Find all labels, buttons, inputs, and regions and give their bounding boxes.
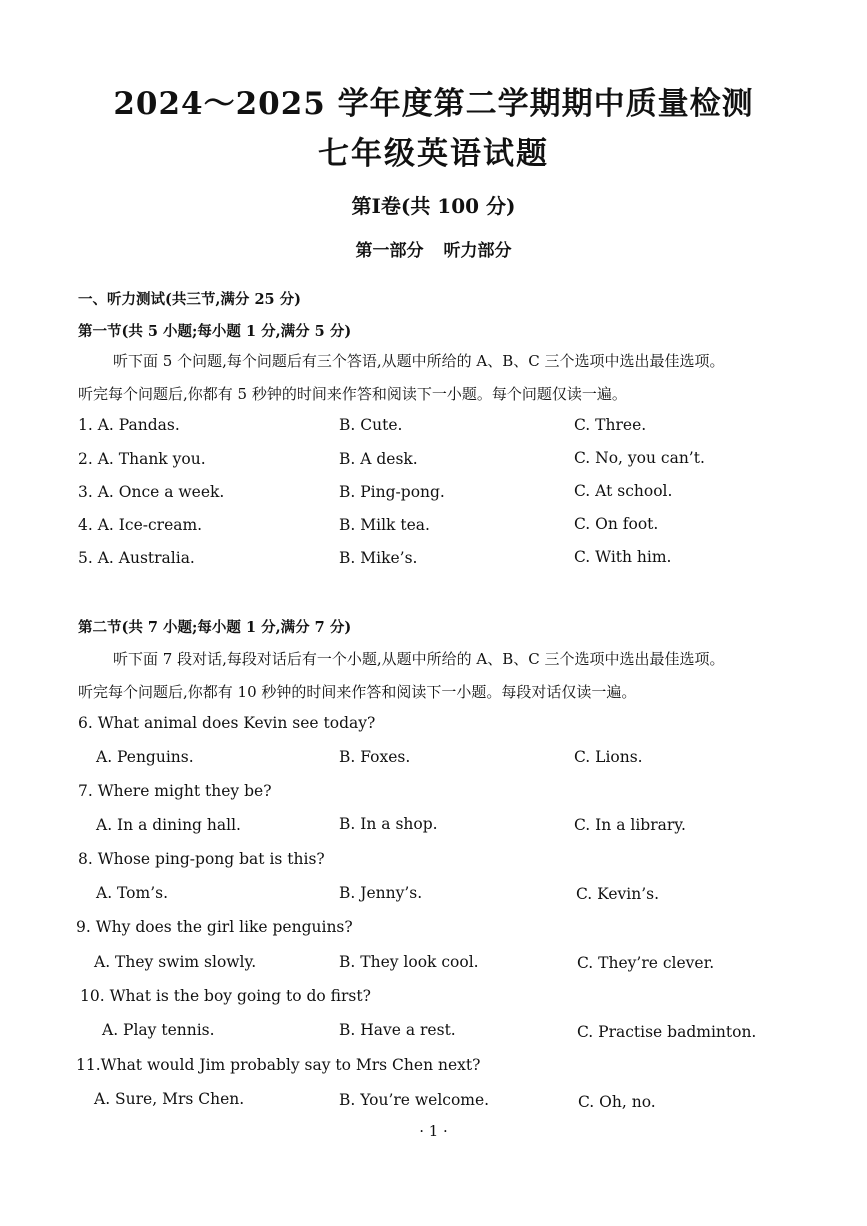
- page-number: · 1 ·: [419, 1122, 448, 1140]
- question-text: 7. Where might they be?: [78, 782, 272, 800]
- section1-instruction: 听下面 5 个问题,每个问题后有三个答语,从题中所给的 A、B、C 三个选项中选出最佳选项。: [113, 352, 725, 370]
- option-a: 1. A. Pandas.: [78, 416, 180, 434]
- question-text: 11.What would Jim probably say to Mrs Chen next?: [76, 1056, 481, 1074]
- option-b: B. Ping-pong.: [339, 483, 445, 501]
- exam-title: 2024～2025 学年度第二学期期中质量检测: [113, 86, 754, 122]
- part-heading: 第一部分 听力部分: [355, 241, 512, 261]
- option-b: B. Milk tea.: [339, 516, 430, 534]
- question-text: 9. Why does the girl like penguins?: [76, 918, 353, 936]
- option-a: A. In a dining hall.: [96, 816, 241, 834]
- option-b: B. Foxes.: [339, 748, 411, 766]
- option-c: C. In a library.: [574, 816, 686, 834]
- option-a: A. Tom’s.: [96, 884, 169, 902]
- option-b: B. They look cool.: [339, 953, 479, 971]
- option-c: C. On foot.: [574, 515, 659, 533]
- option-a: A. Sure, Mrs Chen.: [94, 1090, 245, 1108]
- section1-instruction: 听完每个问题后,你都有 5 秒钟的时间来作答和阅读下一小题。每个问题仅读一遍。: [78, 385, 627, 403]
- option-a: 3. A. Once a week.: [78, 483, 225, 501]
- option-c: C. Kevin’s.: [576, 885, 660, 903]
- option-a: 2. A. Thank you.: [78, 450, 206, 468]
- option-b: B. Cute.: [339, 416, 403, 434]
- option-a: A. They swim slowly.: [94, 953, 257, 971]
- option-c: C. With him.: [574, 548, 672, 566]
- option-b: B. Have a rest.: [339, 1021, 456, 1039]
- option-b: B. You’re welcome.: [339, 1091, 490, 1109]
- option-a: 5. A. Australia.: [78, 549, 195, 567]
- question-text: 6. What animal does Kevin see today?: [78, 714, 376, 732]
- section2-instruction: 听下面 7 段对话,每段对话后有一个小题,从题中所给的 A、B、C 三个选项中选出最佳选项。: [113, 650, 725, 668]
- option-b: B. Mike’s.: [339, 549, 418, 567]
- section2-instruction: 听完每个问题后,你都有 10 秒钟的时间来作答和阅读下一小题。每段对话仅读一遍。: [78, 683, 637, 701]
- option-a: A. Play tennis.: [102, 1021, 215, 1039]
- option-b: B. In a shop.: [339, 815, 438, 833]
- exam-subtitle: 七年级英语试题: [318, 136, 549, 172]
- section-main-heading: 一、听力测试(共三节,满分 25 分): [78, 291, 302, 308]
- option-b: B. Jenny’s.: [339, 884, 423, 902]
- section1-heading: 第一节(共 5 小题;每小题 1 分,满分 5 分): [78, 323, 352, 340]
- option-b: B. A desk.: [339, 450, 418, 468]
- option-c: C. At school.: [574, 482, 673, 500]
- option-c: C. Practise badminton.: [577, 1023, 757, 1041]
- option-c: C. No, you can’t.: [574, 449, 705, 467]
- question-text: 8. Whose ping-pong bat is this?: [78, 850, 325, 868]
- option-a: A. Penguins.: [96, 748, 194, 766]
- question-text: 10. What is the boy going to do first?: [80, 987, 371, 1005]
- volume-heading: 第Ⅰ卷(共 100 分): [351, 194, 516, 218]
- option-c: C. Lions.: [574, 748, 643, 766]
- option-c: C. Three.: [574, 416, 647, 434]
- section2-heading: 第二节(共 7 小题;每小题 1 分,满分 7 分): [78, 619, 352, 636]
- option-c: C. They’re clever.: [577, 954, 715, 972]
- option-a: 4. A. Ice-cream.: [78, 516, 203, 534]
- option-c: C. Oh, no.: [578, 1093, 656, 1111]
